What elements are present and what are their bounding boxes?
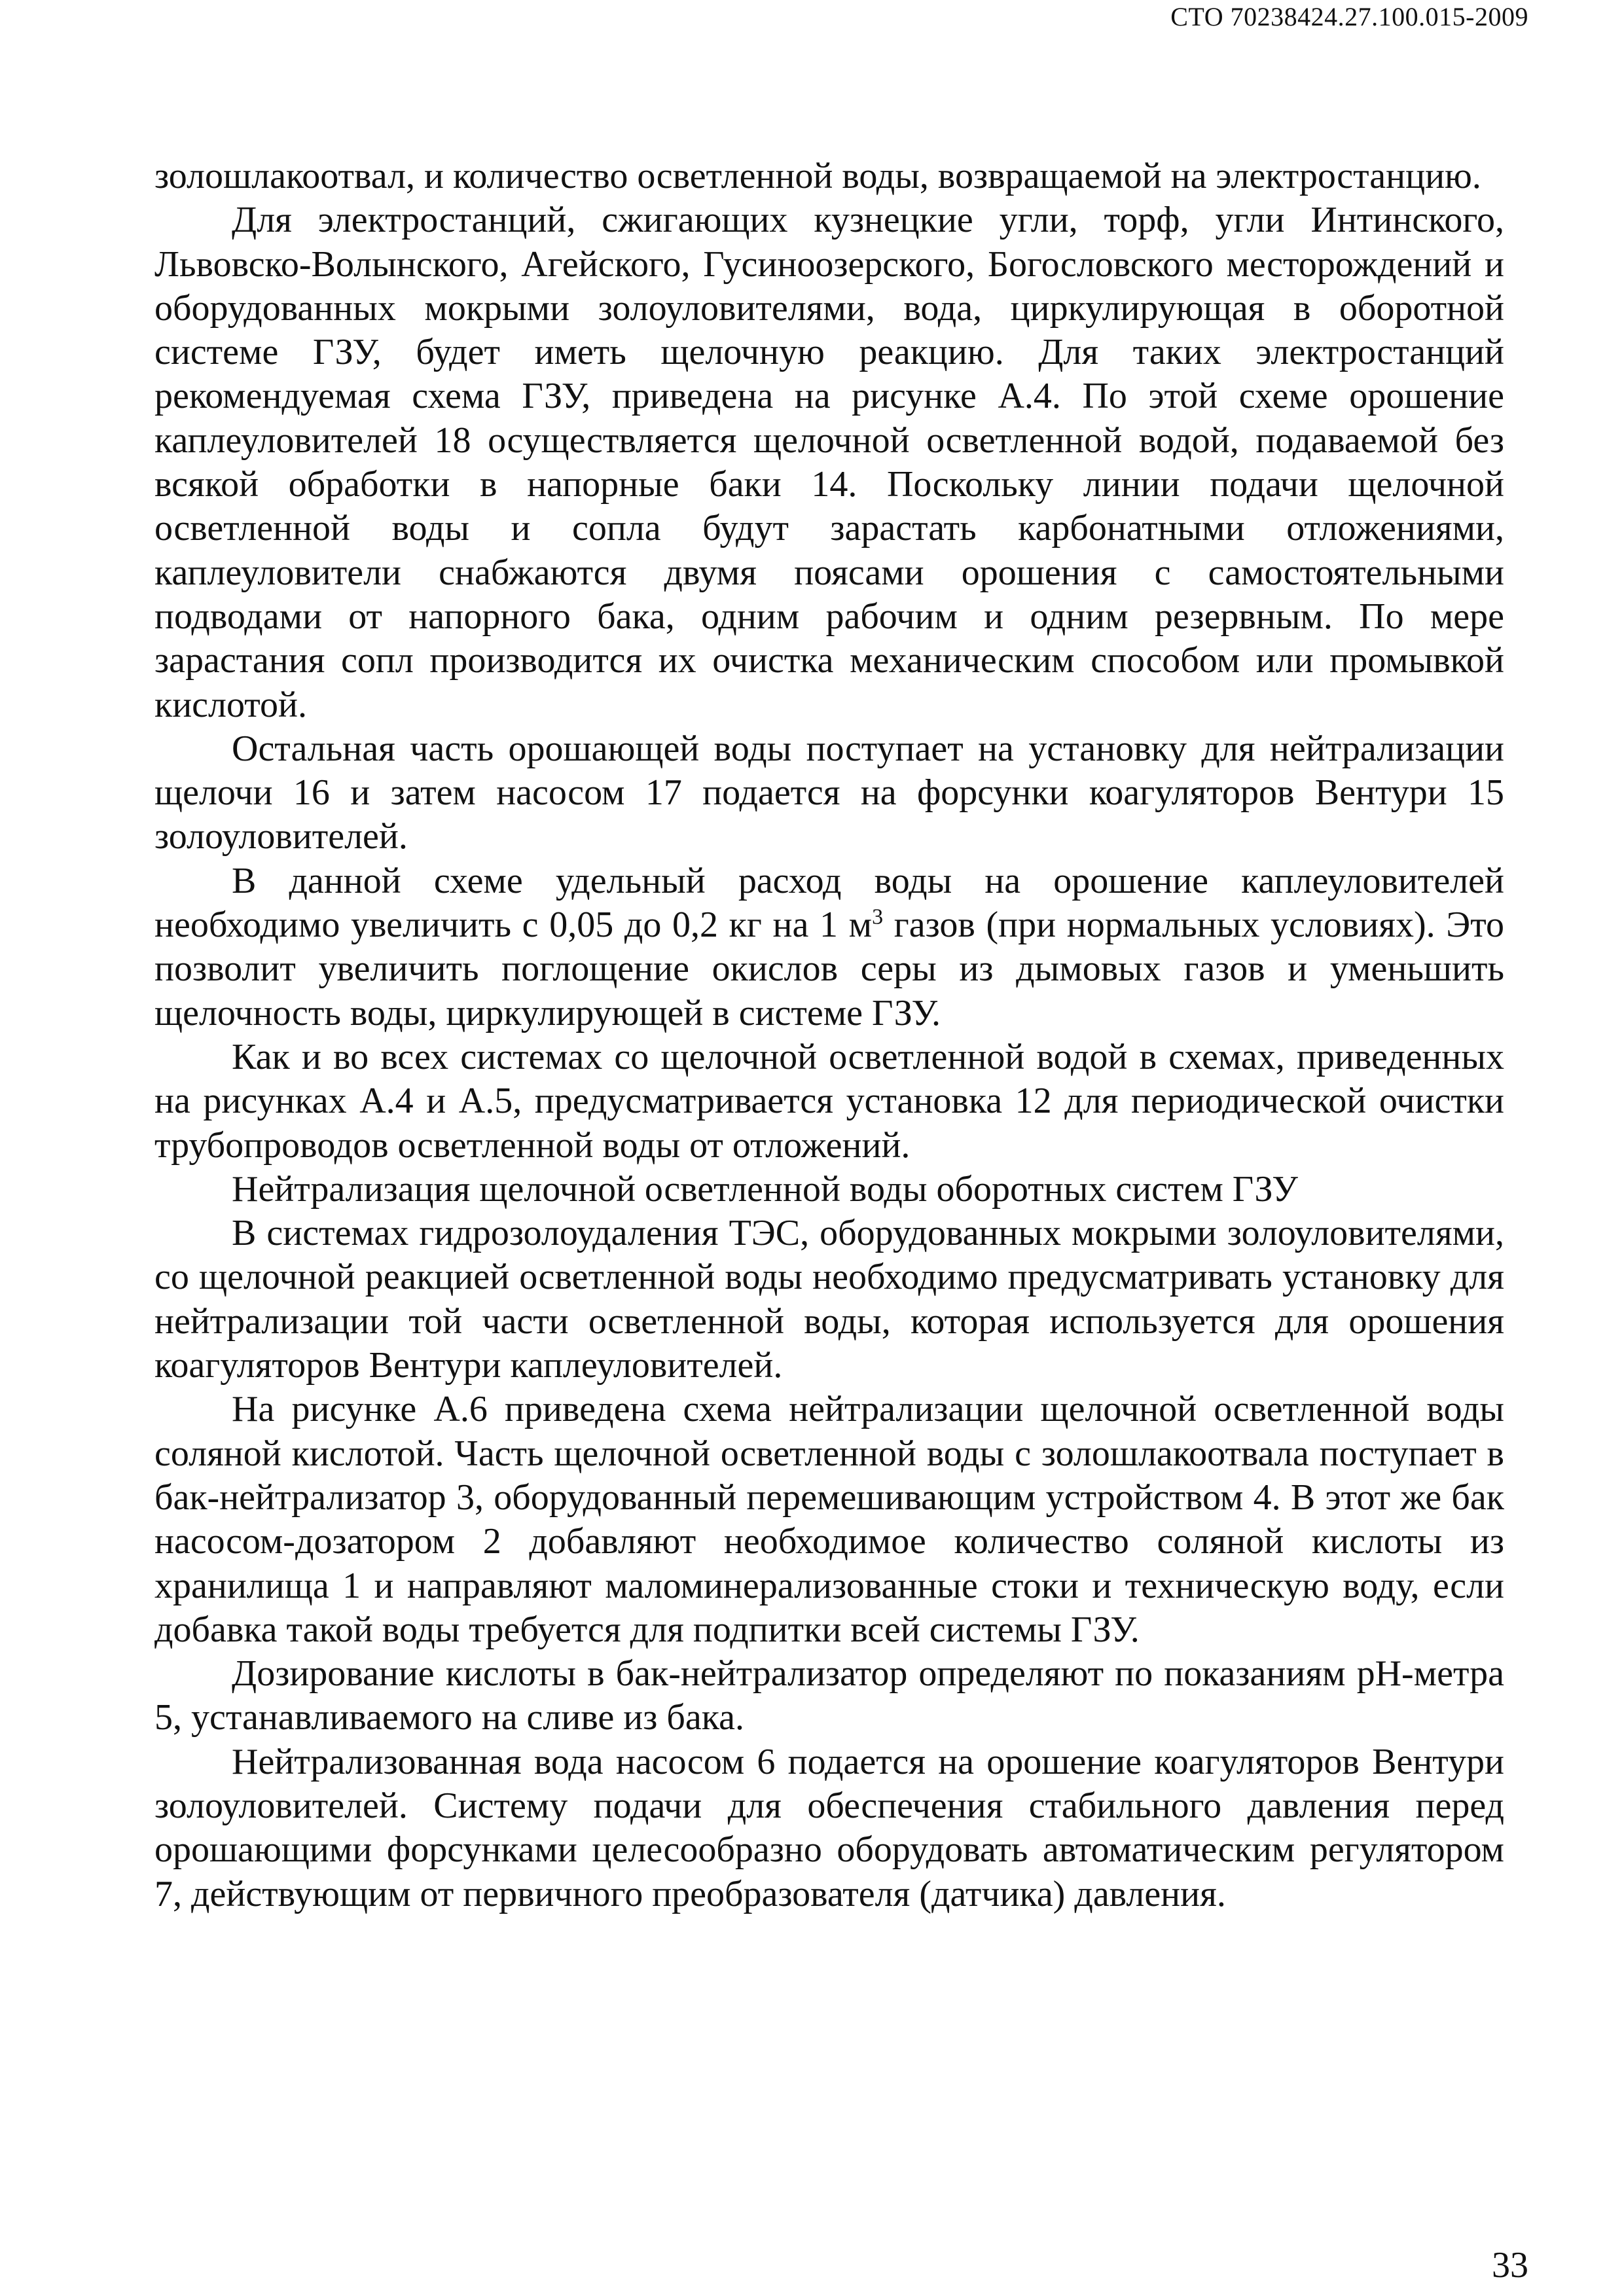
section-heading-neutralization: Нейтрализация щелочной осветленной воды оборотных систем ГЗУ: [232, 1168, 1298, 1210]
paragraph-figure-a6-description: На рисунке А.6 приведена схема нейтрализации щелочной осветленной воды соляной кислотой. Часть щелочной осветленной воды с золошлакоотвала поступает в бак-нейтрализатор 3, оборудованный перемешивающим устройством 4. В этот же бак насосом-дозатором 2 добавляют необходимое количество соляной кислоты из хранилища 1 и направляют маломинерализованные стоки и техническую воду, если добавка такой воды требуется для подпитки всей системы ГЗУ.: [154, 1389, 1504, 1650]
document-body: [154, 154, 1504, 1916]
paragraph-remaining-water: Остальная часть орошающей воды поступает на установку для нейтрализации щелочи 16 и затем насосом 17 подается на форсунки коагуляторов Вентури 15 золоуловителей.: [154, 728, 1504, 857]
paragraph-neutralized-water-supply: Нейтрализованная вода насосом 6 подается на орошение коагуляторов Вентури золоуловителей. Систему подачи для обеспечения стабильного давления перед орошающими форсунками целесообразно оборудовать автоматическим регулятором 7, действующим от первичного преобразователя (датчика) давления.: [154, 1741, 1504, 1914]
paragraph-continuation: золошлакоотвал, и количество осветленной воды, возвращаемой на электростанцию.: [154, 156, 1481, 196]
cubic-superscript: 3: [872, 905, 884, 929]
paragraph-acid-dosing: Дозирование кислоты в бак-нейтрализатор определяют по показаниям pH-метра 5, устанавливаемого на сливе из бака.: [154, 1653, 1504, 1738]
document-code-header: СТО 70238424.27.100.015-2009: [1170, 2, 1528, 31]
paragraph-specific-consumption-text-after: газов (при нормальных условиях). Это позволит увеличить поглощение окислов серы из дымовых газов и уменьшить щелочность воды, циркулирующей в системе ГЗУ.: [154, 905, 1504, 1033]
paragraph-pipe-cleaning: Как и во всех системах со щелочной осветленной водой в схемах, приведенных на рисунках А.4 и А.5, предусматривается установка 12 для периодической очистки трубопроводов осветленной воды от отложений.: [154, 1036, 1504, 1166]
page-number: 33: [1492, 2245, 1528, 2286]
paragraph-specific-consumption: [154, 859, 1504, 1035]
paragraph-alkaline-reaction: Для электростанций, сжигающих кузнецкие угли, торф, угли Интинского, Львовско-Волынского, Агейского, Гусиноозерского, Богословского месторождений и оборудованных мокрыми золоуловителями, вода, циркулирующая в оборотной системе ГЗУ, будет иметь щелочную реакцию. Для таких электростанций рекомендуемая схема ГЗУ, приведена на рисунке А.4. По этой схеме орошение каплеуловителей 18 осуществляется щелочной осветленной водой, подаваемой без всякой обработки в напорные баки 14. Поскольку линии подачи щелочной осветленной воды и сопла будут зарастать карбонатными отложениями, каплеуловители снабжаются двумя поясами орошения с самостоятельными подводами от напорного бака, одним рабочим и одним резервным. По мере зарастания сопл производится их очистка механическим способом или промывкой кислотой.: [154, 200, 1504, 725]
paragraph-neutralization-requirement: В системах гидрозолоудаления ТЭС, оборудованных мокрыми золоуловителями, со щелочной реакцией осветленной воды необходимо предусматривать установку для нейтрализации той части осветленной воды, которая используется для орошения коагуляторов Вентури каплеуловителей.: [154, 1213, 1504, 1386]
paragraph-specific-consumption-text-before: В данной схеме удельный расход воды на орошение каплеуловителей необходимо увеличить с 0,05 до 0,2 кг на 1 м: [154, 860, 1504, 946]
